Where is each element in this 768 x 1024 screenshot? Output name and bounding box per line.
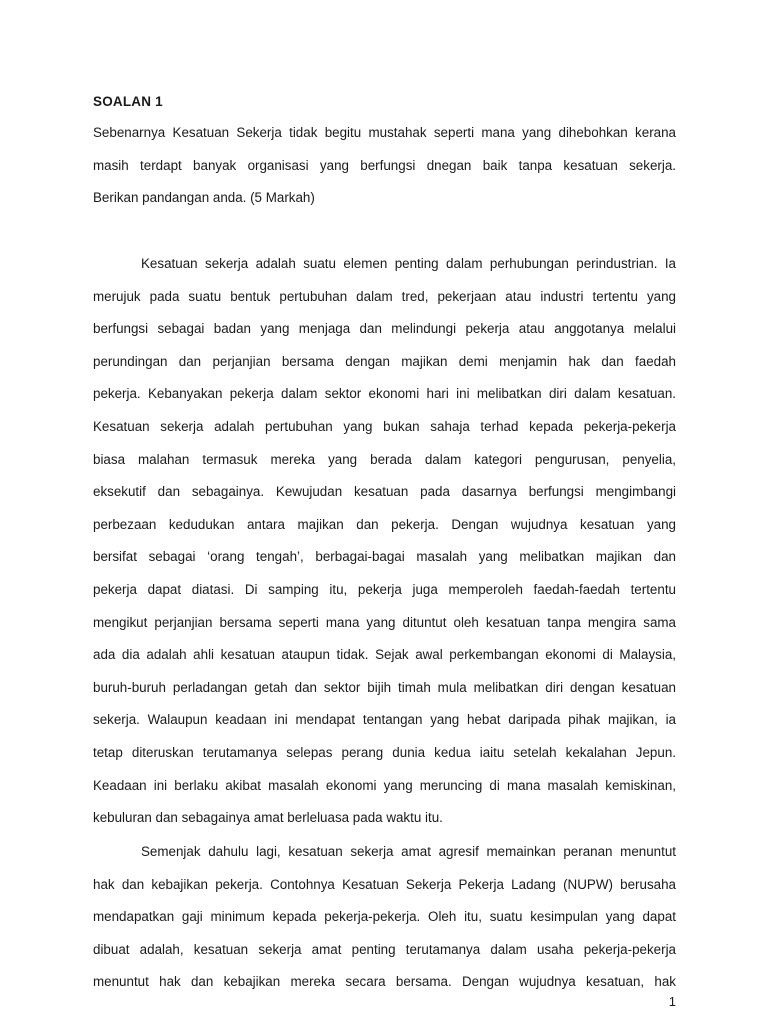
paragraph-line: Kesatuan sekerja adalah pertubuhan yang bukan sahaja terhad kepada pekerja-pekerja — [93, 418, 676, 434]
paragraph-line: merujuk pada suatu bentuk pertubuhan dalam tred, pekerjaan atau industri tertentu yang — [93, 288, 676, 304]
question-line: Sebenarnya Kesatuan Sekerja tidak begitu mustahak seperti mana yang dihebohkan kerana — [93, 125, 676, 140]
paragraph-line: pekerja. Kebanyakan pekerja dalam sektor ekonomi hari ini melibatkan diri dalam kesatuan. — [93, 386, 676, 402]
paragraph-line: ada dia adalah ahli kesatuan ataupun tidak. Sejak awal perkembangan ekonomi di Malaysia, — [93, 647, 676, 663]
page-number: 1 — [668, 994, 676, 1009]
paragraph-line: kebuluran dan sebagainya amat berleluasa pada waktu itu. — [93, 810, 443, 826]
paragraph-line: perundingan dan perjanjian bersama dengan majikan demi menjamin hak dan faedah — [93, 353, 676, 369]
answer-paragraph-2 — [93, 836, 676, 999]
paragraph-line: bersifat sebagai ‘orang tengah’, berbagai-bagai masalah yang melibatkan majikan dan — [93, 549, 676, 565]
answer-paragraph-1 — [93, 248, 676, 835]
paragraph-line: berfungsi sebagai badan yang menjaga dan melindungi pekerja atau anggotanya melalui — [93, 321, 676, 337]
question-line: Berikan pandangan anda. (5 Markah) — [93, 190, 315, 206]
paragraph-line: Kesatuan sekerja adalah suatu elemen penting dalam perhubungan perindustrian. Ia — [141, 256, 676, 271]
paragraph-line: Semenjak dahulu lagi, kesatuan sekerja amat agresif memainkan peranan menuntut — [141, 844, 676, 859]
question-line: masih terdapt banyak organisasi yang berfungsi dnegan baik tanpa kesatuan sekerja. — [93, 157, 676, 173]
paragraph-line: buruh-buruh perladangan getah dan sektor bijih timah mula melibatkan diri dengan kesatuan — [93, 679, 676, 695]
paragraph-line: sekerja. Walaupun keadaan ini mendapat tentangan yang hebat daripada pihak majikan, ia — [93, 712, 676, 728]
paragraph-line: Keadaan ini berlaku akibat masalah ekonomi yang meruncing di mana masalah kemiskinan, — [93, 777, 676, 793]
paragraph-line: eksekutif dan sebagainya. Kewujudan kesatuan pada dasarnya berfungsi mengimbangi — [93, 484, 676, 500]
paragraph-line: biasa malahan termasuk mereka yang berada dalam kategori pengurusan, penyelia, — [93, 451, 676, 467]
paragraph-line: mendapatkan gaji minimum kepada pekerja-pekerja. Oleh itu, suatu kesimpulan yang dapat — [93, 909, 676, 925]
paragraph-line: hak dan kebajikan pekerja. Contohnya Kesatuan Sekerja Pekerja Ladang (NUPW) berusaha — [93, 876, 676, 892]
paragraph-line: mengikut perjanjian bersama seperti mana yang dituntut oleh kesatuan tanpa mengira sama — [93, 614, 676, 630]
paragraph-line: perbezaan kedudukan antara majikan dan pekerja. Dengan wujudnya kesatuan yang — [93, 516, 676, 532]
question-text — [93, 117, 676, 215]
question-heading: SOALAN 1 — [93, 94, 163, 109]
paragraph-line: pekerja dapat diatasi. Di samping itu, pekerja juga memperoleh faedah-faedah tertentu — [93, 581, 676, 597]
paragraph-line: tetap diteruskan terutamanya selepas perang dunia kedua iaitu setelah kekalahan Jepun. — [93, 744, 676, 760]
paragraph-line: menuntut hak dan kebajikan mereka secara bersama. Dengan wujudnya kesatuan, hak — [93, 974, 676, 990]
paragraph-line: dibuat adalah, kesatuan sekerja amat penting terutamanya dalam usaha pekerja-pekerja — [93, 941, 676, 957]
